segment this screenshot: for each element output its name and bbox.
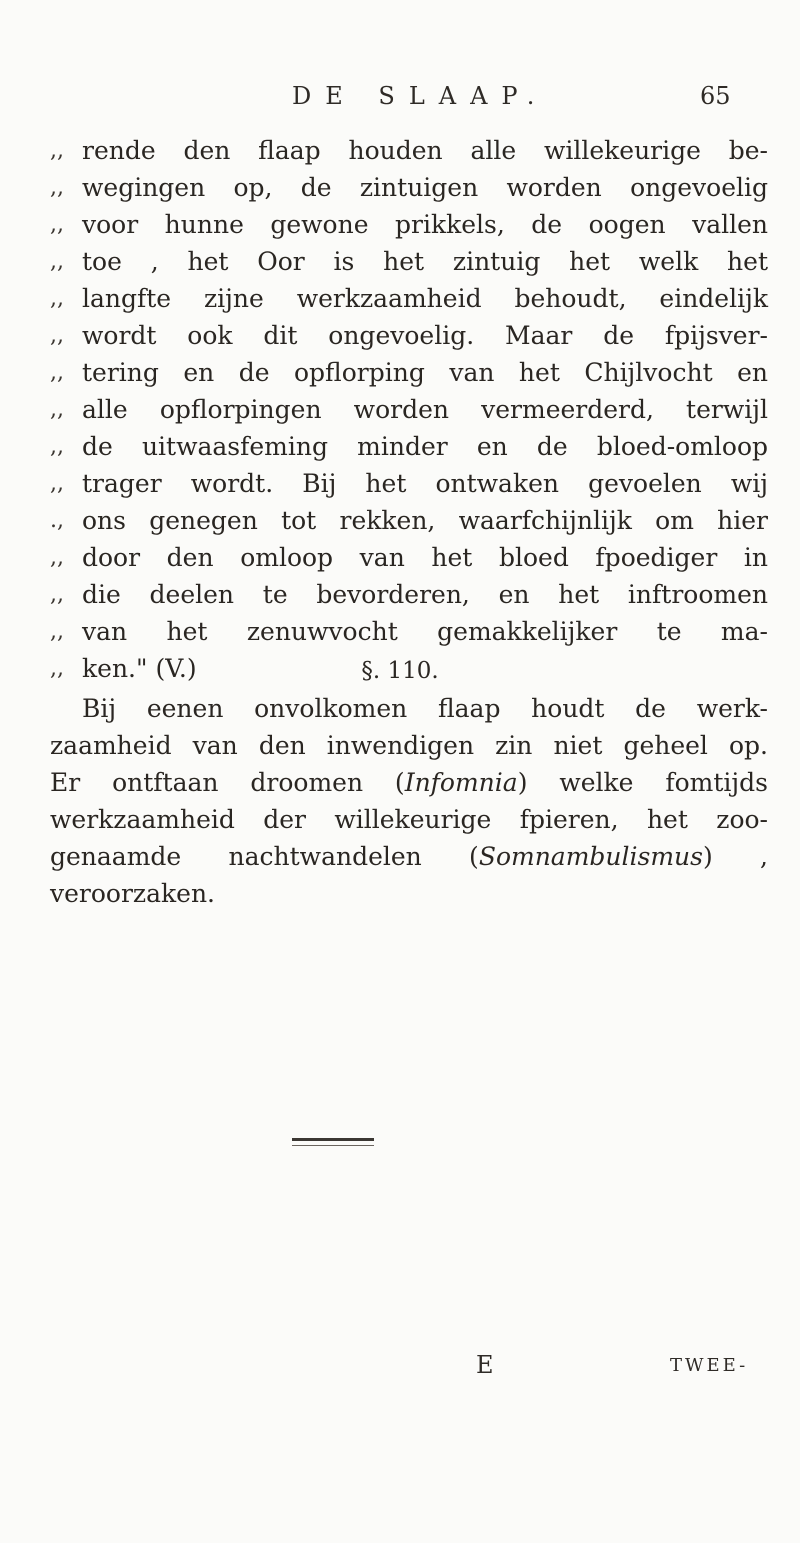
quote-line bbox=[0, 539, 800, 576]
quote-line-text: alle opflorpingen worden vermeerderd, terwijl bbox=[82, 395, 768, 424]
paragraph-line: werkzaamheid der willekeurige fpieren, het zoo- bbox=[50, 805, 768, 834]
quote-mark: ,, bbox=[50, 656, 64, 681]
quote-line bbox=[0, 465, 800, 502]
quote-line bbox=[0, 317, 800, 354]
ornamental-rule-thin bbox=[292, 1145, 374, 1146]
running-head: DE SLAAP. bbox=[292, 82, 549, 110]
paragraph-line: veroorzaken. bbox=[50, 879, 215, 908]
quote-line-text: rende den flaap houden alle willekeurige be- bbox=[82, 136, 768, 165]
quote-mark: ,, bbox=[50, 212, 64, 237]
quote-line bbox=[0, 280, 800, 317]
latin-term: Infomnia bbox=[404, 768, 518, 797]
quote-mark: ,, bbox=[50, 360, 64, 385]
quote-line-text: die deelen te bevorderen, en het inftroomen bbox=[82, 580, 768, 609]
quote-line bbox=[0, 169, 800, 206]
quote-mark: ., bbox=[50, 508, 64, 533]
quote-line bbox=[0, 613, 800, 650]
quote-line bbox=[0, 502, 800, 539]
quote-line bbox=[0, 428, 800, 465]
page-number: 65 bbox=[700, 82, 731, 110]
quote-line bbox=[0, 391, 800, 428]
quote-line-text: wordt ook dit ongevoelig. Maar de fpijsver- bbox=[82, 321, 768, 350]
catchword: TWEE- bbox=[670, 1355, 749, 1376]
quote-line-text: ken." (V.) bbox=[82, 654, 197, 683]
latin-term: Somnambulismus bbox=[478, 842, 703, 871]
quote-mark: ,, bbox=[50, 286, 64, 311]
quote-line-text: door den omloop van het bloed fpoediger in bbox=[82, 543, 768, 572]
quote-mark: ,, bbox=[50, 323, 64, 348]
quote-mark: ,, bbox=[50, 545, 64, 570]
section-number: §. 110. bbox=[361, 658, 439, 684]
ornamental-rule bbox=[292, 1138, 374, 1141]
quote-mark: ,, bbox=[50, 397, 64, 422]
quote-mark: ,, bbox=[50, 138, 64, 163]
quote-mark: ,, bbox=[50, 249, 64, 274]
signature-mark: E bbox=[476, 1351, 494, 1379]
quote-mark: ,, bbox=[50, 434, 64, 459]
quote-line-text: van het zenuwvocht gemakkelijker te ma- bbox=[82, 617, 768, 646]
quote-line-text: trager wordt. Bij het ontwaken gevoelen wij bbox=[82, 469, 768, 498]
paragraph-line: genaamde nachtwandelen (Somnambulismus) , bbox=[50, 842, 768, 871]
quote-line-text: toe , het Oor is het zintuig het welk het bbox=[82, 247, 768, 276]
quote-line bbox=[0, 206, 800, 243]
quote-line-text: tering en de opflorping van het Chijlvocht en bbox=[82, 358, 768, 387]
quote-mark: ,, bbox=[50, 175, 64, 200]
quote-line-text: ons genegen tot rekken, waarfchijnlijk om hier bbox=[82, 506, 768, 535]
quote-mark: ,, bbox=[50, 619, 64, 644]
quote-mark: ,, bbox=[50, 582, 64, 607]
quote-line-text: de uitwaasfeming minder en de bloed-omloop bbox=[82, 432, 768, 461]
quote-line-text: langfte zijne werkzaamheid behoudt, eindelijk bbox=[82, 284, 768, 313]
paragraph-line: Er ontftaan droomen (Infomnia) welke fomtijds bbox=[50, 768, 768, 797]
quote-line-text: wegingen op, de zintuigen worden ongevoelig bbox=[82, 173, 768, 202]
quote-line bbox=[0, 132, 800, 169]
paragraph-line: Bij eenen onvolkomen flaap houdt de werk- bbox=[82, 694, 768, 723]
paragraph-line: zaamheid van den inwendigen zin niet geheel op. bbox=[50, 731, 768, 760]
quote-line bbox=[0, 354, 800, 391]
quote-line bbox=[0, 576, 800, 613]
quote-mark: ,, bbox=[50, 471, 64, 496]
quote-line-text: voor hunne gewone prikkels, de oogen vallen bbox=[82, 210, 768, 239]
quote-line bbox=[0, 243, 800, 280]
